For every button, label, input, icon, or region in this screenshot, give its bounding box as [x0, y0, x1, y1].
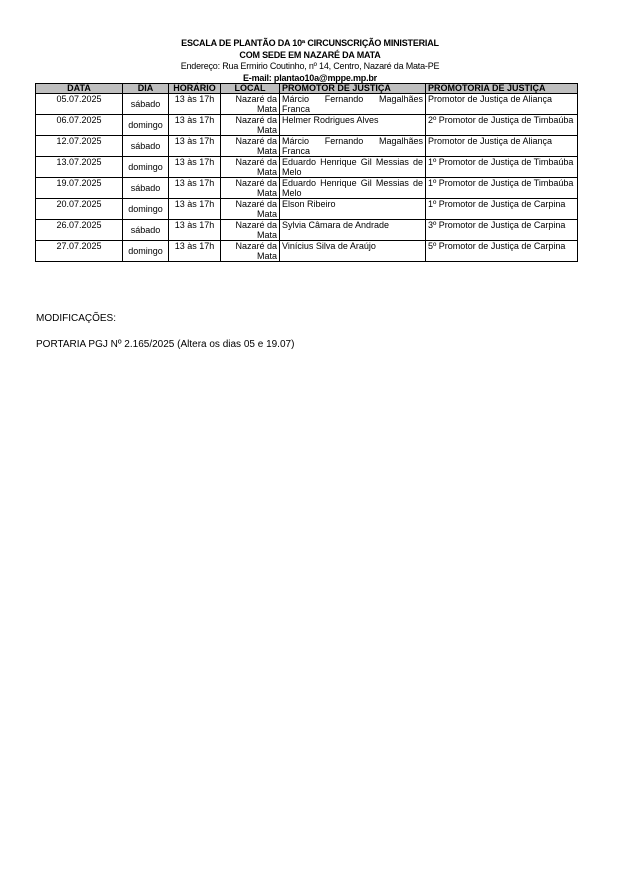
cell-promotoria: 1º Promotor de Justiça de Timbaúba [426, 178, 578, 199]
header-email: E-mail: plantao10a@mppe.mp.br [242, 72, 377, 83]
col-header-local: LOCAL [221, 84, 280, 94]
cell-dia: sábado [123, 94, 169, 115]
cell-horario: 13 às 17h [169, 136, 221, 157]
cell-dia: sábado [123, 220, 169, 241]
cell-dia: sábado [123, 178, 169, 199]
cell-local: Nazaré da Mata [221, 199, 280, 220]
portaria-note: PORTARIA PGJ Nº 2.165/2025 (Altera os dias 05 e 19.07) [36, 339, 295, 350]
col-header-horario: HORÁRIO [169, 84, 221, 94]
cell-promotor: Eduardo Henrique Gil Messias de Melo [280, 178, 426, 199]
header-title: ESCALA DE PLANTÃO DA 10ª CIRCUNSCRIÇÃO MINISTERIAL [181, 38, 439, 48]
cell-promotor: Márcio Fernando Magalhães Franca [280, 136, 426, 157]
cell-promotoria: Promotor de Justiça de Aliança [426, 94, 578, 115]
cell-local: Nazaré da Mata [221, 157, 280, 178]
cell-horario: 13 às 17h [169, 157, 221, 178]
table-header-row [36, 84, 578, 94]
col-header-dia: DIA [123, 84, 169, 94]
cell-horario: 13 às 17h [169, 199, 221, 220]
table-row [36, 157, 578, 178]
cell-promotoria: Promotor de Justiça de Aliança [426, 136, 578, 157]
cell-promotoria: 5º Promotor de Justiça de Carpina [426, 241, 578, 262]
cell-horario: 13 às 17h [169, 178, 221, 199]
cell-promotor: Eduardo Henrique Gil Messias de Melo [280, 157, 426, 178]
cell-dia: domingo [123, 241, 169, 262]
cell-local: Nazaré da Mata [221, 220, 280, 241]
cell-local: Nazaré da Mata [221, 136, 280, 157]
table-row [36, 94, 578, 115]
cell-dia: sábado [123, 136, 169, 157]
cell-promotoria: 1º Promotor de Justiça de Timbaúba [426, 157, 578, 178]
cell-promotoria: 3º Promotor de Justiça de Carpina [426, 220, 578, 241]
cell-dia: domingo [123, 199, 169, 220]
cell-promotoria: 1º Promotor de Justiça de Carpina [426, 199, 578, 220]
col-header-promotoria: PROMOTORIA DE JUSTIÇA [426, 84, 578, 94]
schedule-table [35, 83, 578, 262]
cell-horario: 13 às 17h [169, 94, 221, 115]
cell-promotor: Márcio Fernando Magalhães Franca [280, 94, 426, 115]
cell-horario: 13 às 17h [169, 115, 221, 136]
cell-data: 26.07.2025 [36, 220, 123, 241]
cell-promotor: Sylvia Câmara de Andrade [280, 220, 426, 241]
modifications-heading: MODIFICAÇÕES: [36, 313, 117, 324]
cell-horario: 13 às 17h [169, 220, 221, 241]
cell-data: 13.07.2025 [36, 157, 123, 178]
table-row [36, 220, 578, 241]
cell-data: 05.07.2025 [36, 94, 123, 115]
cell-local: Nazaré da Mata [221, 178, 280, 199]
table-row [36, 136, 578, 157]
table-row [36, 241, 578, 262]
cell-promotoria: 2º Promotor de Justiça de Timbaúba [426, 115, 578, 136]
cell-local: Nazaré da Mata [221, 115, 280, 136]
document-header [0, 38, 620, 84]
cell-promotor: Elson Ribeiro [280, 199, 426, 220]
cell-promotor: Helmer Rodrigues Alves [280, 115, 426, 136]
cell-horario: 13 às 17h [169, 241, 221, 262]
table-row [36, 178, 578, 199]
cell-data: 27.07.2025 [36, 241, 123, 262]
col-header-promotor: PROMOTOR DE JUSTIÇA [280, 84, 426, 94]
header-address: Endereço: Rua Ermirio Coutinho, nº 14, Centro, Nazaré da Mata-PE [180, 61, 440, 71]
header-subtitle: COM SEDE EM NAZARÉ DA MATA [239, 49, 381, 60]
col-header-data: DATA [36, 84, 123, 94]
cell-data: 19.07.2025 [36, 178, 123, 199]
cell-dia: domingo [123, 115, 169, 136]
cell-data: 06.07.2025 [36, 115, 123, 136]
table-row [36, 199, 578, 220]
cell-data: 12.07.2025 [36, 136, 123, 157]
cell-dia: domingo [123, 157, 169, 178]
cell-local: Nazaré da Mata [221, 241, 280, 262]
cell-local: Nazaré da Mata [221, 94, 280, 115]
cell-promotor: Vinícius Silva de Araújo [280, 241, 426, 262]
cell-data: 20.07.2025 [36, 199, 123, 220]
table-row [36, 115, 578, 136]
